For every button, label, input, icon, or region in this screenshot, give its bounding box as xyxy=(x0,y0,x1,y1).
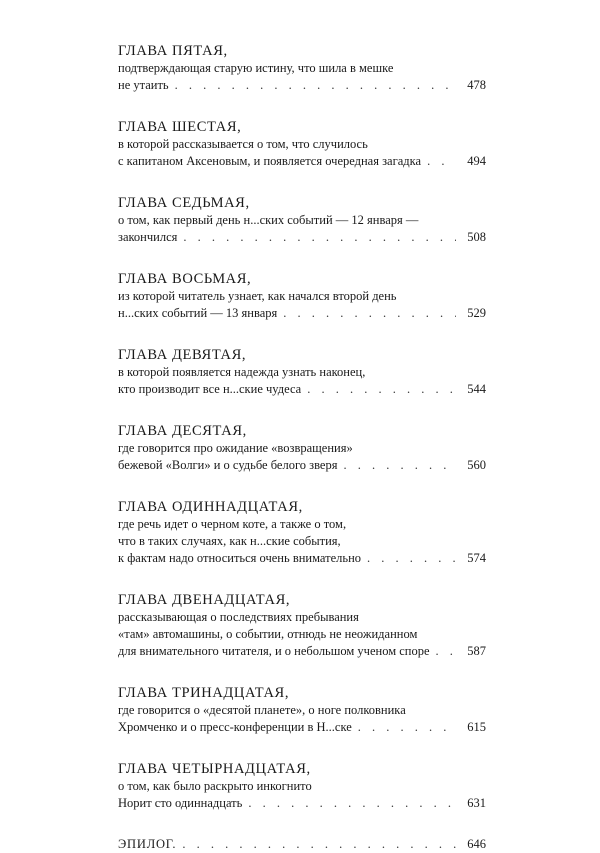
page-number: 560 xyxy=(467,458,486,472)
description-line: о том, как было раскрыто инкогнито xyxy=(118,779,312,793)
chapter-description xyxy=(118,609,486,660)
description-last-line xyxy=(118,77,486,94)
dot-leader xyxy=(361,550,456,567)
chapter-heading: ГЛАВА ВОСЬМАЯ, xyxy=(118,271,252,287)
chapter-description xyxy=(118,60,486,94)
dot-leader xyxy=(301,381,456,398)
description-line: о том, как первый день н...ских событий — 12 января — xyxy=(118,213,419,227)
description-last-line xyxy=(118,229,486,246)
description-last-line xyxy=(118,457,486,474)
description-last-line xyxy=(118,795,486,812)
description-line: в которой появляется надежда узнать наконец, xyxy=(118,365,366,379)
description-last-line xyxy=(118,153,486,170)
chapter-heading: ГЛАВА ДВЕНАДЦАТАЯ, xyxy=(118,592,291,608)
description-line: что в таких случаях, как н...ские события, xyxy=(118,534,341,548)
toc-entry[interactable] xyxy=(118,498,486,567)
chapter-heading: ГЛАВА СЕДЬМАЯ, xyxy=(118,195,250,211)
toc-entry[interactable] xyxy=(118,194,486,246)
page-number: 508 xyxy=(467,230,486,244)
description-line: Норит сто одиннадцать xyxy=(118,796,243,810)
dot-leader xyxy=(421,153,456,170)
dot-leader xyxy=(176,836,456,853)
chapter-description xyxy=(118,212,486,246)
description-line: где речь идет о черном коте, а также о том, xyxy=(118,517,347,531)
description-line: для внимательного читателя, и о небольшом ученом споре xyxy=(118,644,430,658)
description-line: рассказывающая о последствиях пребывания xyxy=(118,610,359,624)
chapter-heading: ГЛАВА ДЕВЯТАЯ, xyxy=(118,347,247,363)
chapter-description xyxy=(118,136,486,170)
description-line: Хромченко и о пресс-конференции в Н...ске xyxy=(118,720,352,734)
table-of-contents xyxy=(118,42,486,853)
chapter-heading: ГЛАВА ШЕСТАЯ, xyxy=(118,119,242,135)
chapter-description xyxy=(118,440,486,474)
page-number: 494 xyxy=(467,154,486,168)
description-line: где говорится о «десятой планете», о ноге полковника xyxy=(118,703,406,717)
chapter-description xyxy=(118,778,486,812)
description-line: к фактам надо относиться очень внимательно xyxy=(118,551,362,565)
chapter-description xyxy=(118,288,486,322)
toc-entry[interactable] xyxy=(118,346,486,398)
dot-leader xyxy=(337,457,456,474)
dot-leader xyxy=(352,719,456,736)
epilog-label: ЭПИЛОГ. xyxy=(118,837,177,851)
description-line: из которой читатель узнает, как начался второй день xyxy=(118,289,397,303)
toc-entry[interactable] xyxy=(118,684,486,736)
description-line: бежевой «Волги» и о судьбе белого зверя xyxy=(118,458,338,472)
toc-entry[interactable] xyxy=(118,118,486,170)
description-last-line xyxy=(118,305,486,322)
toc-entry[interactable] xyxy=(118,591,486,660)
description-line: закончился xyxy=(118,230,178,244)
toc-entry[interactable] xyxy=(118,270,486,322)
page-number: 544 xyxy=(467,382,486,396)
chapter-heading: ГЛАВА ОДИННАДЦАТАЯ, xyxy=(118,499,303,515)
toc-entry[interactable] xyxy=(118,42,486,94)
page-number: 615 xyxy=(467,720,486,734)
description-last-line xyxy=(118,550,486,567)
page-number: 631 xyxy=(467,796,486,810)
chapter-description xyxy=(118,516,486,567)
chapter-description xyxy=(118,364,486,398)
page-number: 587 xyxy=(467,644,486,658)
chapter-heading: ГЛАВА ДЕСЯТАЯ, xyxy=(118,423,247,439)
description-line: с капитаном Аксеновым, и появляется очередная загадка xyxy=(118,154,422,168)
dot-leader xyxy=(242,795,456,812)
page-number: 478 xyxy=(467,78,486,92)
page-number: 646 xyxy=(467,837,486,851)
dot-leader xyxy=(430,643,456,660)
description-line: не утаить xyxy=(118,78,169,92)
description-last-line xyxy=(118,719,486,736)
dot-leader xyxy=(169,77,456,94)
chapter-heading: ГЛАВА ТРИНАДЦАТАЯ, xyxy=(118,685,290,701)
description-line: н...ских событий — 13 января xyxy=(118,306,278,320)
toc-entry-epilog[interactable] xyxy=(118,836,486,853)
description-line: кто производит все н...ские чудеса xyxy=(118,382,302,396)
chapter-heading: ГЛАВА ЧЕТЫРНАДЦАТАЯ, xyxy=(118,761,311,777)
description-line: подтверждающая старую истину, что шила в мешке xyxy=(118,61,394,75)
page-number: 529 xyxy=(467,306,486,320)
dot-leader xyxy=(177,229,456,246)
description-last-line xyxy=(118,643,486,660)
page-number: 574 xyxy=(467,551,486,565)
toc-entry[interactable] xyxy=(118,422,486,474)
description-line: в которой рассказывается о том, что случилось xyxy=(118,137,368,151)
toc-entry[interactable] xyxy=(118,760,486,812)
chapter-description xyxy=(118,702,486,736)
dot-leader xyxy=(277,305,456,322)
chapter-heading: ГЛАВА ПЯТАЯ, xyxy=(118,43,228,59)
description-line: где говорится про ожидание «возвращения» xyxy=(118,441,353,455)
description-line: «там» автомашины, о событии, отнюдь не неожиданном xyxy=(118,627,418,641)
description-last-line xyxy=(118,381,486,398)
